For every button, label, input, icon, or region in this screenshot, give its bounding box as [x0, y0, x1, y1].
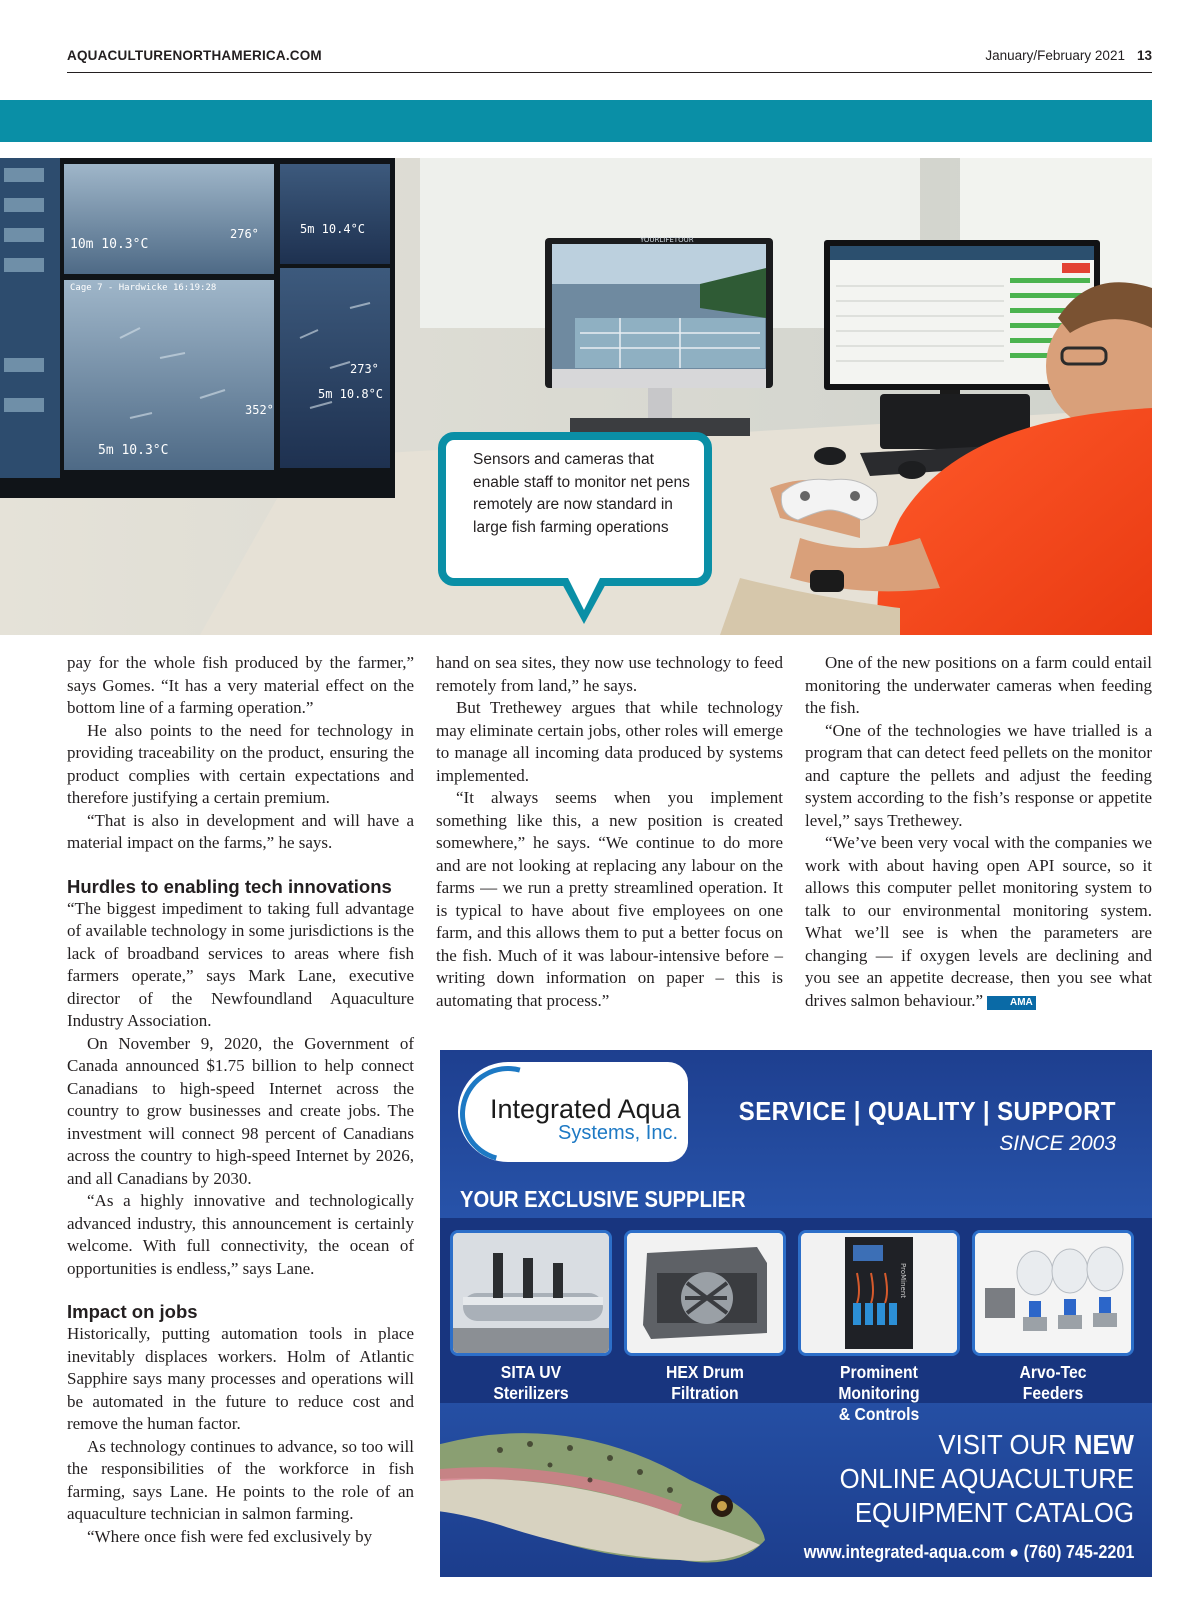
paragraph: “It always seems when you implement something like this, a new position is created somewhere,” he says. “We continue to do more and are not looking at replacing any labour on the farms — we run a pretty streamlined operation. It is typical to have about five employees on one farm, and this allows them to put a better focus on the fish. Much of it was labour-intensive before – writing down information on paper – this is automating that process.” [436, 788, 783, 1010]
screen-label: YOURLIFETOUR [640, 236, 694, 244]
screen-label: 276° [230, 227, 259, 241]
catalog-promo[interactable] [840, 1428, 1134, 1530]
uv-sterilizer-icon [453, 1233, 609, 1353]
promo-text: VISIT OUR [938, 1429, 1074, 1460]
company-logo-name: Integrated Aqua [490, 1094, 681, 1124]
paragraph: “That is also in development and will have a material impact on the farms,” he says. [67, 810, 414, 852]
integrated-aqua-advertisement[interactable] [440, 1050, 1152, 1577]
product-brand-text: ProMinent [899, 1263, 907, 1299]
screen-label: 5m 10.8°C [318, 387, 384, 401]
page-header [67, 44, 1152, 73]
ad-contact-line [803, 1542, 1134, 1563]
section-heading-jobs: Impact on jobs [67, 1301, 198, 1322]
product-label-line: Arvo-Tec [1019, 1362, 1087, 1382]
paragraph: He also points to the need for technology in providing traceability on the product, ensuring the product complies with certain expectations and therefore justifying a certain premium. [67, 720, 414, 807]
paragraph: On November 9, 2020, the Government of Canada announced $1.75 billion to help connect Canadians to high-speed Internet across the country to grow businesses and create jobs. The investment will connect 98 percent of Canadians across the country to high-speed Internet by 2026, and all Canadians by 2030. [67, 1033, 414, 1188]
product-label-line: HEX Drum [666, 1362, 744, 1382]
section-heading-hurdles: Hurdles to enabling tech innovations [67, 875, 392, 897]
paragraph: hand on sea sites, they now use technology to feed remotely from land,” he says. [436, 653, 783, 695]
monitoring-controls-icon [801, 1233, 957, 1353]
section-color-bar [0, 100, 1152, 142]
issue-info [985, 48, 1152, 63]
phone-number[interactable]: (760) 745-2201 [1023, 1542, 1134, 1562]
paragraph: “The biggest impediment to taking full advantage of available technology in some jurisdictions is the lack of broadband services to areas where fish farmers operate,” says Mark Lane, executive director of the Newfoundland Aquaculture Industry Association. [67, 898, 414, 1030]
screen-label: 352° [245, 403, 274, 417]
paragraph: One of the new positions on a farm could entail monitoring the underwater cameras when feeding the fish. [805, 653, 1152, 717]
paragraph: “As a highly innovative and technologically advanced industry, this announcement is certainly welcome. With full connectivity, the ocean of opportunities is endless,” says Lane. [67, 1191, 414, 1278]
paragraph [805, 832, 1152, 1012]
screen-label: 5m 10.4°C [300, 222, 366, 236]
screen-label: 273° [350, 362, 379, 376]
caption-pointer-inner [568, 578, 600, 610]
since-tagline: SINCE 2003 [999, 1132, 1116, 1155]
product-label-line: Prominent Monitoring [838, 1362, 920, 1403]
paragraph: But Trethewey argues that while technology may eliminate certain jobs, other roles will emerge to manage all incoming data produced by systems implemented. [436, 698, 783, 785]
feeders-icon [975, 1233, 1131, 1353]
paragraph-text: “We’ve been very vocal with the companies we work with about having open API source, so it allows this computer pellet monitoring system to talk to our environmental monitoring system. What we’ll see is when the parameters are changing — if oxygen levels are declining and you see an appetite decrease, then you see what drives salmon behaviour.” [805, 833, 1152, 1010]
product-label-line: SITA UV [500, 1362, 562, 1382]
product-image-feeders [972, 1230, 1134, 1356]
product-label-line: Sterilizers [493, 1383, 569, 1403]
product-image-uv-sterilizer [450, 1230, 612, 1356]
product-label-drum-filtration [626, 1362, 784, 1404]
product-image-monitoring-controls [798, 1230, 960, 1356]
paragraph: “One of the technologies we have trialled is a program that can detect feed pellets on the monitor and capture the pellets and adjust the feeding system according to the fish’s response or appetite level,” says Trethewey. [805, 720, 1152, 830]
promo-highlight: NEW [1073, 1429, 1134, 1460]
product-label-line: Filtration [671, 1383, 739, 1403]
product-label-line: & Controls [838, 1404, 920, 1424]
paragraph: pay for the whole fish produced by the farmer,” says Gomes. “It has a very material effect on the bottom line of a farming operation.” [67, 653, 414, 717]
product-label-uv-sterilizers [452, 1362, 610, 1404]
trout-fish-icon [440, 1410, 770, 1577]
screen-label: Cage 7 - Hardwicke 16:19:28 [70, 283, 217, 293]
photo-caption: Sensors and cameras that enable staff to monitor net pens remotely are now standard in large fish farming operations [473, 451, 690, 536]
paragraph: As technology continues to advance, so too will the responsibilities of the workforce in fish farming, says Lane. He points to the role of an aquaculture technician in salmon farming. [67, 1436, 414, 1523]
promo-line: EQUIPMENT CATALOG [854, 1497, 1134, 1528]
company-logo-subtitle: Systems, Inc. [558, 1122, 679, 1144]
site-url[interactable]: AQUACULTURENORTHAMERICA.COM [67, 48, 322, 63]
exclusive-supplier-heading: YOUR EXCLUSIVE SUPPLIER [460, 1186, 746, 1212]
article-column-1 [67, 652, 414, 1548]
screen-label: 5m 10.3°C [98, 443, 169, 458]
promo-line: ONLINE AQUACULTURE [839, 1463, 1134, 1494]
screen-label: 10m 10.3°C [70, 237, 149, 252]
product-label-feeders [974, 1362, 1132, 1404]
service-tagline: SERVICE | QUALITY | SUPPORT [738, 1096, 1116, 1126]
issue-date: January/February 2021 [985, 48, 1125, 63]
promo-line [840, 1428, 1134, 1462]
article-column-3 [805, 652, 1152, 1012]
product-label-line: Feeders [1022, 1383, 1084, 1403]
end-of-article-badge: AMA [987, 996, 1036, 1010]
separator-dot: ● [1008, 1542, 1019, 1562]
product-label-monitoring-controls [800, 1362, 958, 1425]
drum-filter-icon [627, 1233, 783, 1353]
page-number: 13 [1136, 48, 1152, 63]
paragraph: “Where once fish were fed exclusively by [87, 1526, 373, 1546]
website-link[interactable]: www.integrated-aqua.com [803, 1542, 1005, 1562]
product-image-drum-filter [624, 1230, 786, 1356]
paragraph: Historically, putting automation tools in place inevitably displaces workers. Holm of Atlantic Sapphire says many processes and operations will be automated in the future to reduce cost and remove the human factor. [67, 1324, 414, 1433]
article-column-2 [436, 652, 783, 1012]
